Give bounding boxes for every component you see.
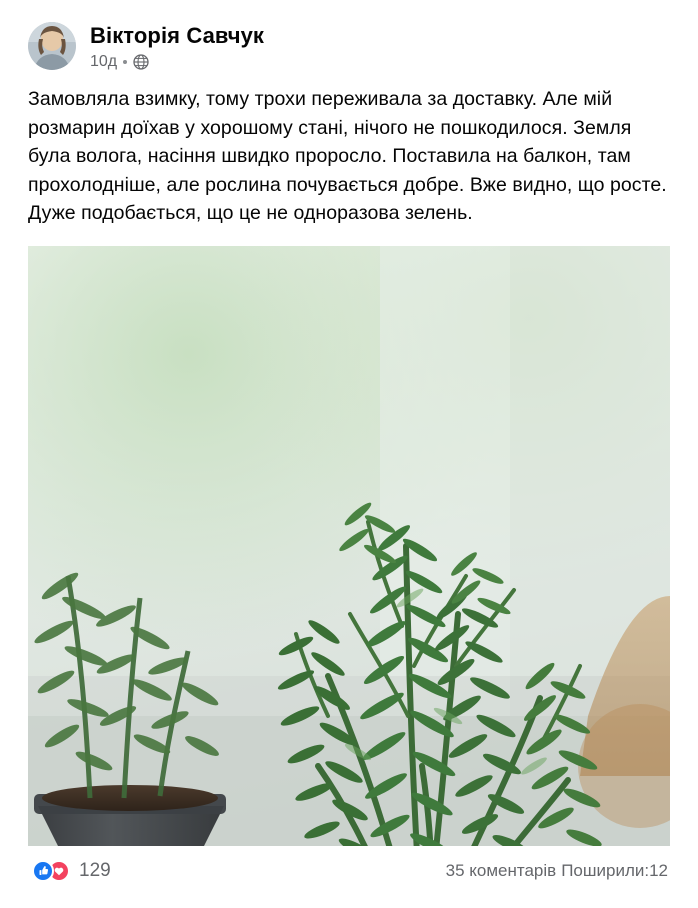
post-meta [90, 53, 264, 71]
like-icon [32, 860, 54, 882]
post-image[interactable] [28, 246, 670, 846]
comments-count[interactable]: 35 коментарів [445, 860, 557, 880]
avatar[interactable] [28, 22, 76, 70]
post-text: Замовляла взимку, тому трохи переживала за доставку. Але мій розмарин доїхав у хорошому стані, нічого не пошкодилося. Земля була волога, насіння швидко проросло. Поставила на балкон, там прохолодніше, але рослина почувається добре. Вже видно, що росте. Дуже подобається, що це не одноразова зелень. [28, 88, 673, 224]
post-stats [446, 860, 668, 882]
reaction-icons [32, 860, 70, 882]
post-header-text [90, 22, 264, 71]
meta-separator-dot [123, 60, 127, 64]
post-timestamp[interactable]: 10д [90, 53, 118, 70]
post-footer [0, 846, 698, 882]
globe-icon[interactable] [133, 54, 149, 70]
author-name[interactable]: Вікторія Савчук [90, 23, 265, 48]
reactions-summary[interactable] [32, 860, 111, 882]
post-header [0, 0, 698, 71]
reaction-count: 129 [79, 859, 111, 881]
shares-count[interactable]: Поширили:12 [561, 860, 668, 880]
